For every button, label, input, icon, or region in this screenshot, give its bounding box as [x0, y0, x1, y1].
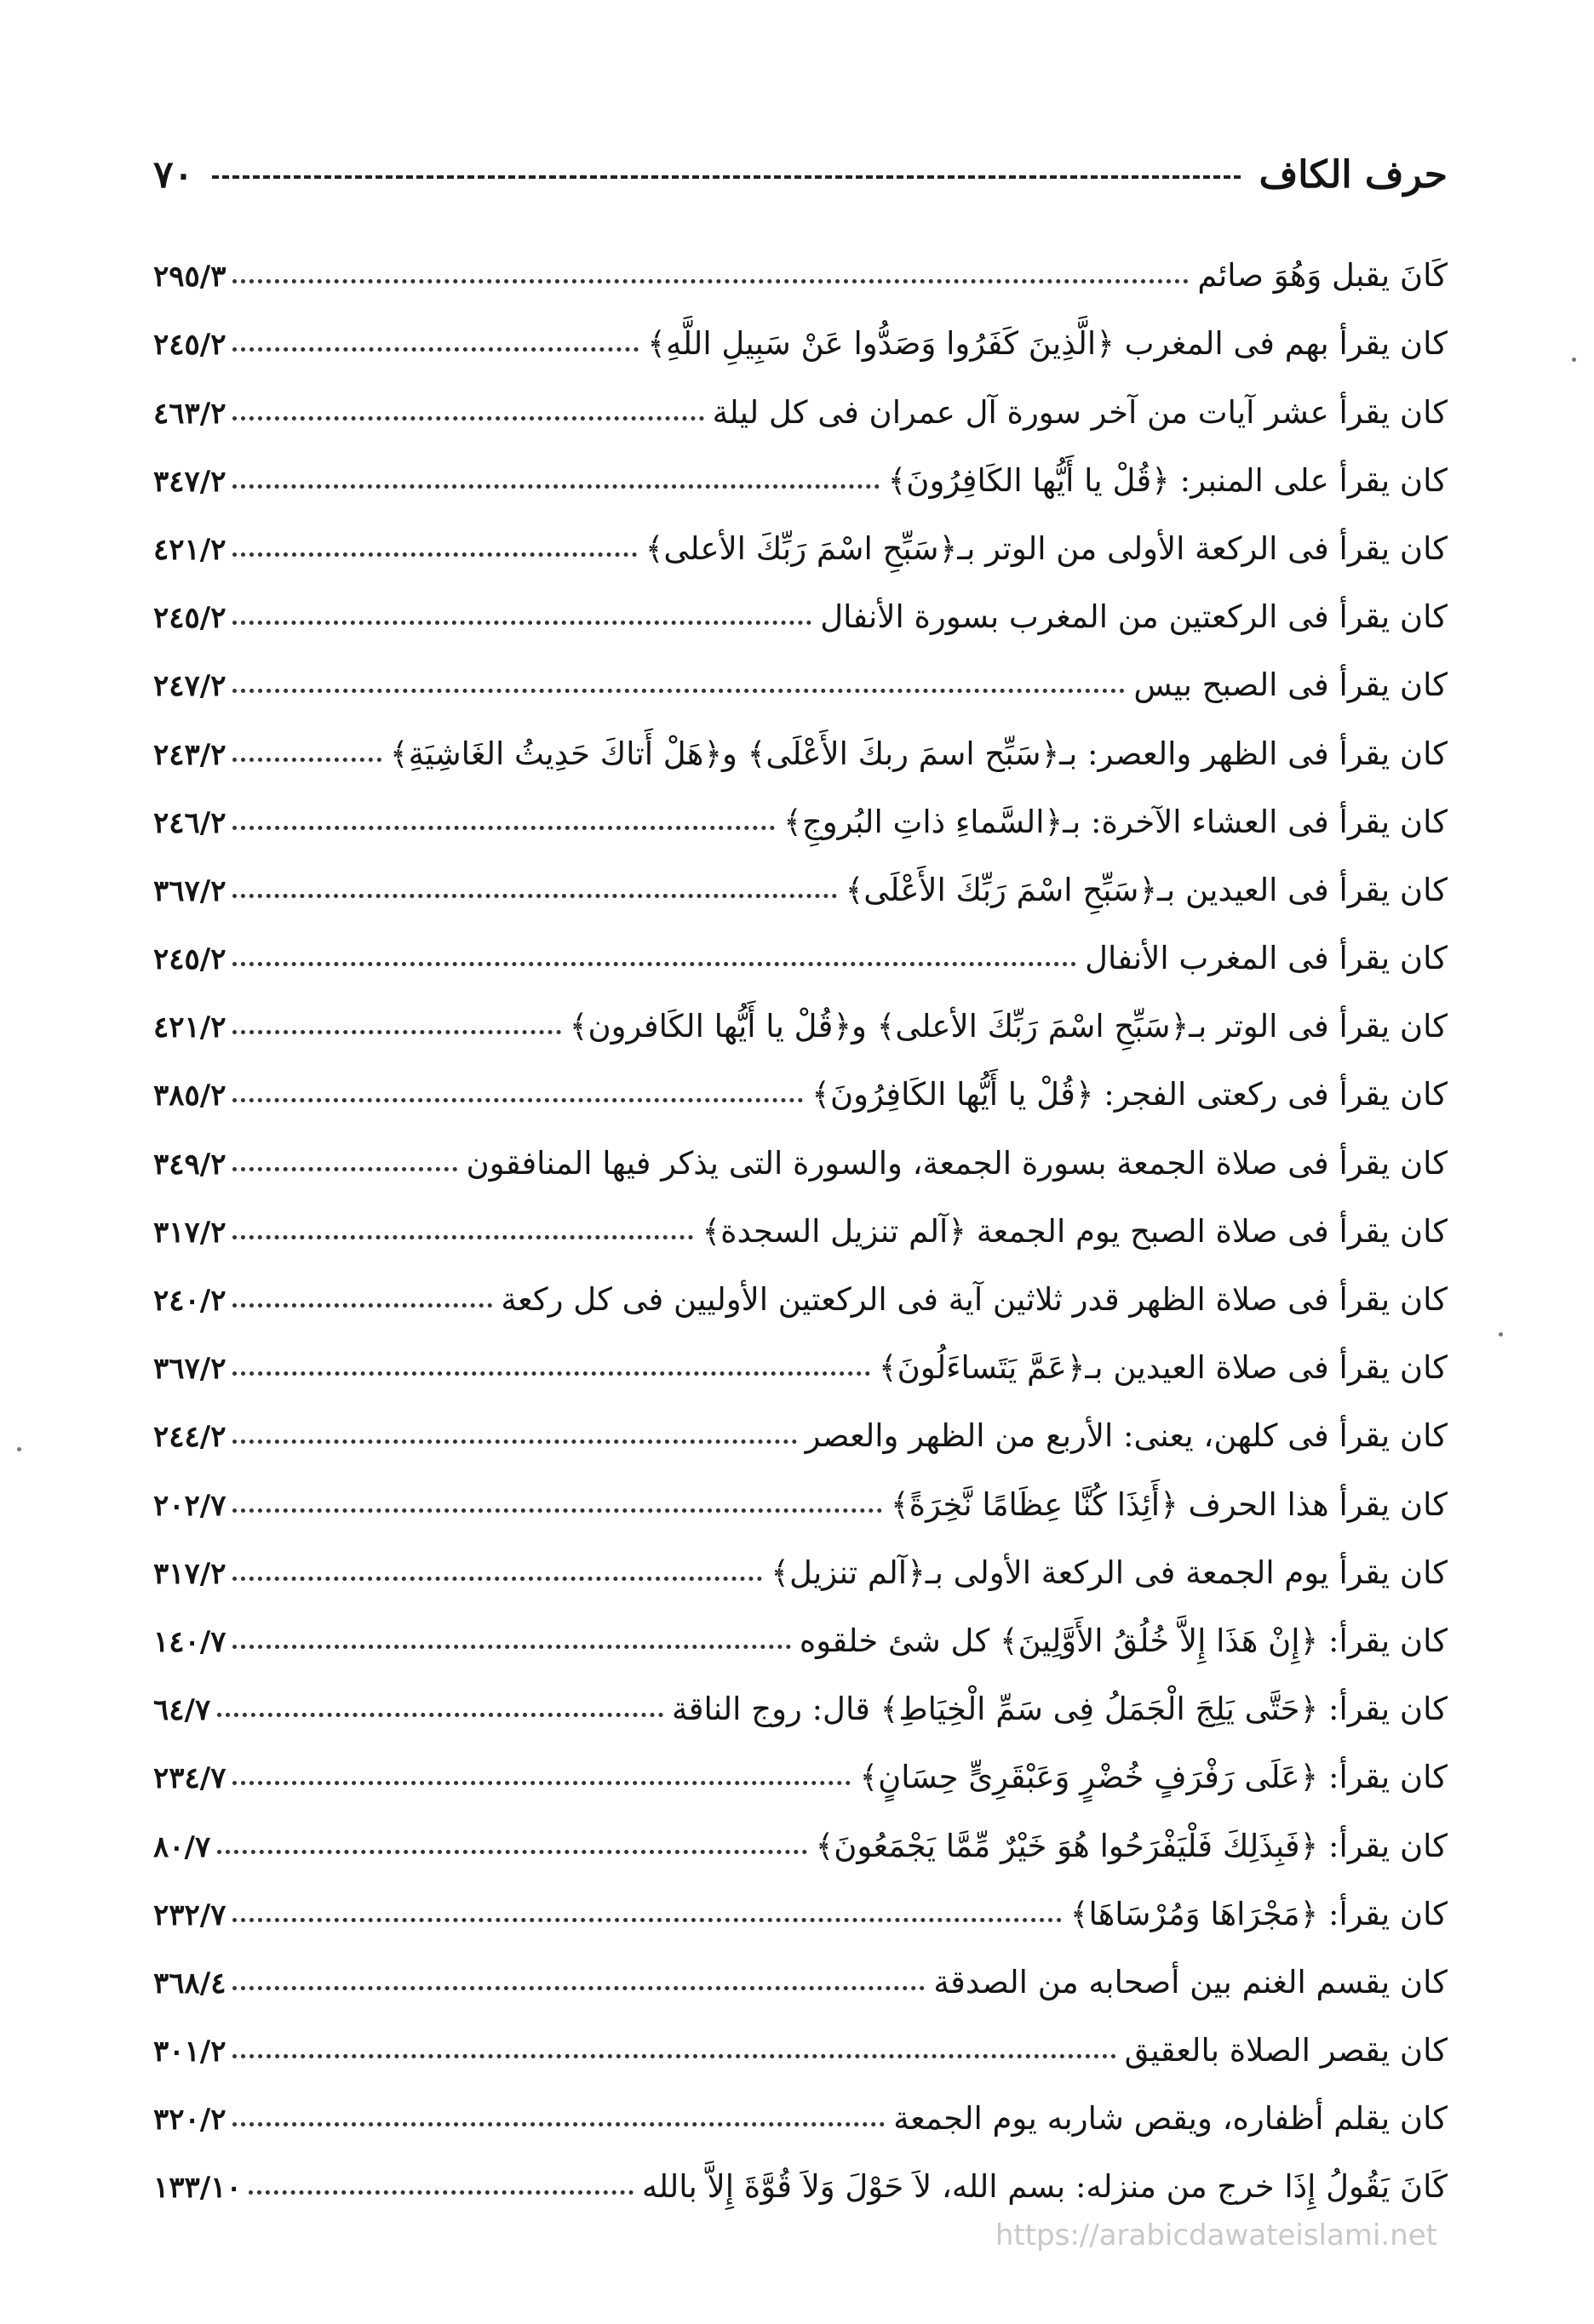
entry-reference: ٣٦٧/٢ — [153, 1352, 226, 1387]
entry-text: كان يقرأ فى الوتر بـ﴿سَبِّحِ اسْمَ رَبِّكَ الأعلى﴾ و﴿قُلْ يا أَيُّها الكَافرون﴾ — [569, 1008, 1448, 1045]
entry-reference: ٢٣٤/٧ — [153, 1761, 226, 1796]
leader-dots — [232, 1235, 693, 1239]
entry-text: كان يقرأ فى ركعتى الفجر: ﴿قُلْ يا أَيُّها الكَافِرُونَ﴾ — [811, 1076, 1448, 1113]
leader-dots — [232, 894, 836, 898]
index-entry — [153, 1247, 1448, 1318]
index-entry — [153, 496, 1448, 567]
entry-reference: ٤٢١/٢ — [153, 532, 226, 567]
entry-text: كان يقرأ فى الصبح بيس — [1133, 667, 1448, 704]
index-entry — [153, 359, 1448, 431]
entry-text: كان يقرأ فى صلاة الصبح يوم الجمعة ﴿آلم تنزيل السجدة﴾ — [702, 1212, 1448, 1250]
index-entry — [153, 564, 1448, 636]
index-entry — [153, 633, 1448, 704]
entry-text: كان يقرأ: ﴿إِنْ هَذَا إِلاَّ خُلُقُ الأَوَّلِينَ﴾ كل شئ خلقوه — [799, 1622, 1448, 1659]
entry-reference: ٤٢١/٢ — [153, 1010, 226, 1045]
index-entry — [153, 1179, 1448, 1250]
leader-dots — [232, 2122, 885, 2127]
index-entry — [153, 1451, 1448, 1523]
page-number: ٧٠ — [153, 152, 194, 197]
index-entry — [153, 906, 1448, 977]
entry-text: كان يقلم أظفاره، ويقص شاربه يوم الجمعة — [893, 2100, 1448, 2138]
index-entry — [153, 2066, 1448, 2138]
entry-reference: ٢٤٤/٢ — [153, 1420, 226, 1455]
index-entry — [153, 223, 1448, 295]
entry-text: كان يقرأ فى صلاة العيدين بـ﴿عَمَّ يَتَساءَلُونَ﴾ — [878, 1349, 1448, 1387]
entry-reference: ٢٩٥/٣ — [153, 260, 226, 295]
entry-reference: ٣٢٠/٢ — [153, 2103, 226, 2138]
entry-reference: ٨٠/٧ — [153, 1829, 211, 1864]
index-entry — [153, 1588, 1448, 1657]
entry-reference: ٣٠١/٢ — [153, 2035, 226, 2069]
entry-text: كان يقرأ: ﴿عَلَى رَفْرَفٍ خُضْرٍ وَعَبْقَرِىٍّ حِسَانٍ﴾ — [859, 1759, 1448, 1796]
leader-dots — [232, 1986, 925, 1990]
entry-reference: ٢٤٣/٢ — [153, 737, 226, 772]
index-entry — [153, 1520, 1448, 1591]
entry-reference: ٤٦٣/٢ — [153, 396, 226, 431]
entry-text: كان يقرأ فى كلهن، يعنى: الأربع من الظهر والعصر — [805, 1417, 1448, 1455]
entry-text: كان يقرأ فى العيدين بـ﴿سَبِّحِ اسْمَ رَبِّكَ الأَعْلَى﴾ — [845, 871, 1448, 908]
index-entry — [153, 838, 1448, 906]
leader-dots — [232, 1577, 762, 1581]
page-header — [153, 145, 1448, 204]
entry-text: كان يقرأ: ﴿فَبِذَلِكَ فَلْيَفْرَحُوا هُوَ خَيْرٌ مِّمَّا يَجْمَعُونَ﴾ — [815, 1827, 1448, 1864]
leader-dots — [232, 347, 639, 352]
index-entry — [153, 1383, 1448, 1455]
watermark-url: https://arabicdawateislami.net — [995, 2218, 1437, 2252]
leader-dots — [232, 1918, 1061, 1922]
entry-reference: ٦٤/٧ — [153, 1693, 211, 1728]
entry-text: كان يقرأ فى المغرب الأنفال — [1085, 940, 1448, 977]
index-entry — [153, 1725, 1448, 1796]
index-entry — [153, 1042, 1448, 1113]
entry-reference: ١٣٣/١٠ — [153, 2171, 242, 2206]
leader-dots — [232, 1030, 560, 1034]
leader-dots — [232, 689, 1125, 693]
leader-dots — [217, 1850, 806, 1854]
index-entry — [153, 291, 1448, 363]
entry-reference: ٣١٧/٢ — [153, 1215, 226, 1250]
leader-dots — [232, 1645, 790, 1649]
entry-text: كان يقرأ: ﴿مَجْرَاهَا وَمُرْسَاهَا﴾ — [1069, 1895, 1448, 1932]
index-entry — [153, 1862, 1448, 1930]
scan-speck — [1572, 358, 1576, 362]
index-entry — [153, 974, 1448, 1045]
entry-text: كان يقرأ يوم الجمعة فى الركعة الأولى بـ﴿آلم تنزيل﴾ — [771, 1554, 1448, 1591]
index-entry — [153, 770, 1448, 838]
index-entry — [153, 1793, 1448, 1864]
entry-text: كان يقرأ عشر آيات من آخر سورة آل عمران فى كل ليلة — [712, 393, 1448, 431]
entry-reference: ٣٦٧/٢ — [153, 873, 226, 908]
leader-dots — [232, 416, 703, 421]
index-entry — [153, 1315, 1448, 1387]
index-entry — [153, 701, 1448, 772]
entry-reference: ٢٤٧/٢ — [153, 669, 226, 704]
entry-text: كان يقرأ فى الركعتين من المغرب بسورة الأنفال — [820, 598, 1448, 636]
header-dash-rule — [212, 175, 1240, 179]
leader-dots — [232, 1371, 869, 1376]
leader-dots — [232, 758, 381, 762]
entry-text: كان يقرأ: ﴿حَتَّى يَلِجَ الْجَمَلُ فِى سَمِّ الْخِيَاطِ﴾ قال: روج الناقة — [671, 1691, 1448, 1728]
leader-dots — [232, 1098, 803, 1102]
entry-reference: ٢٤٥/٢ — [153, 942, 226, 977]
entry-text: كان يقرأ فى صلاة الجمعة بسورة الجمعة، والسورة التى يذكر فيها المنافقون — [466, 1144, 1448, 1182]
index-entry — [153, 1110, 1448, 1182]
scan-speck — [17, 1447, 21, 1451]
entry-reference: ٢٠٢/٧ — [153, 1488, 226, 1523]
index-entry-list — [153, 223, 1448, 2206]
index-entry — [153, 428, 1448, 499]
leader-dots — [232, 279, 1189, 283]
leader-dots — [232, 1781, 851, 1785]
leader-dots — [232, 2054, 1115, 2058]
entry-reference: ٢٤٥/٢ — [153, 328, 226, 363]
entry-text: كان يقرأ فى صلاة الظهر قدر ثلاثين آية فى الركعتين الأوليين فى كل ركعة — [501, 1281, 1448, 1318]
entry-reference: ٣٤٩/٢ — [153, 1147, 226, 1182]
entry-text: كان يقصر الصلاة بالعقيق — [1124, 2032, 1448, 2069]
leader-dots — [232, 1508, 882, 1513]
entry-reference: ٢٤٦/٢ — [153, 805, 226, 840]
entry-text: كان يقسم الغنم بين أصحابه من الصدقة — [933, 1963, 1448, 2001]
entry-text: كان يقرأ فى العشاء الآخرة: بـ﴿السَّماءِ ذاتِ البُروجِ﴾ — [783, 803, 1448, 840]
entry-reference: ٣١٧/٢ — [153, 1556, 226, 1591]
entry-text: كان يقرأ هذا الحرف ﴿أَئِذَا كُنَّا عِظَامًا نَّخِرَةً﴾ — [891, 1485, 1448, 1523]
index-entry — [153, 1930, 1448, 2001]
entry-reference: ٣٦٨/٤ — [153, 1966, 226, 2001]
scan-speck — [1499, 1332, 1503, 1337]
index-entry — [153, 1998, 1448, 2069]
leader-dots — [232, 962, 1076, 966]
leader-dots — [232, 484, 879, 489]
leader-dots — [232, 621, 811, 625]
leader-dots — [217, 1713, 663, 1717]
index-entry — [153, 2134, 1448, 2206]
leader-dots — [249, 2190, 634, 2195]
entry-reference: ١٤٠/٧ — [153, 1624, 226, 1659]
entry-reference: ٣٨٥/٢ — [153, 1079, 226, 1113]
entry-reference: ٢٣٢/٧ — [153, 1898, 226, 1932]
leader-dots — [232, 1303, 492, 1308]
entry-reference: ٢٤٥/٢ — [153, 601, 226, 636]
section-title: حرف الكاف — [1259, 152, 1448, 197]
index-entry — [153, 1657, 1448, 1728]
leader-dots — [232, 1440, 796, 1444]
entry-text: كان يقرأ بهم فى المغرب ﴿الَّذِينَ كَفَرُوا وَصَدُّوا عَنْ سَبِيلِ اللَّهِ﴾ — [647, 325, 1448, 363]
entry-reference: ٣٤٧/٢ — [153, 464, 226, 499]
entry-reference: ٢٤٠/٢ — [153, 1284, 226, 1318]
leader-dots — [232, 826, 775, 830]
entry-text: كان يقرأ فى الظهر والعصر: بـ﴿سَبِّح اسمَ ربكَ الأَعْلَى﴾ و﴿هَلْ أَتاكَ حَدِيثُ الغَاشِيَةِ﴾ — [389, 735, 1448, 772]
entry-text: كَانَ يَقُولُ إِذَا خرج من منزله: بسم الله، لاَ حَوْلَ وَلاَ قُوَّةَ إِلاَّ بالله — [641, 2168, 1448, 2206]
leader-dots — [232, 552, 636, 557]
entry-text: كان يقرأ فى الركعة الأولى من الوتر بـ﴿سَبِّحِ اسْمَ رَبِّكَ الأعلى﴾ — [645, 529, 1448, 567]
entry-text: كان يقرأ على المنبر: ﴿قُلْ يا أَيُّها الكَافِرُونَ﴾ — [887, 461, 1448, 499]
leader-dots — [232, 1167, 457, 1171]
entry-text: كَانَ يقبل وَهُوَ صائم — [1197, 257, 1448, 295]
